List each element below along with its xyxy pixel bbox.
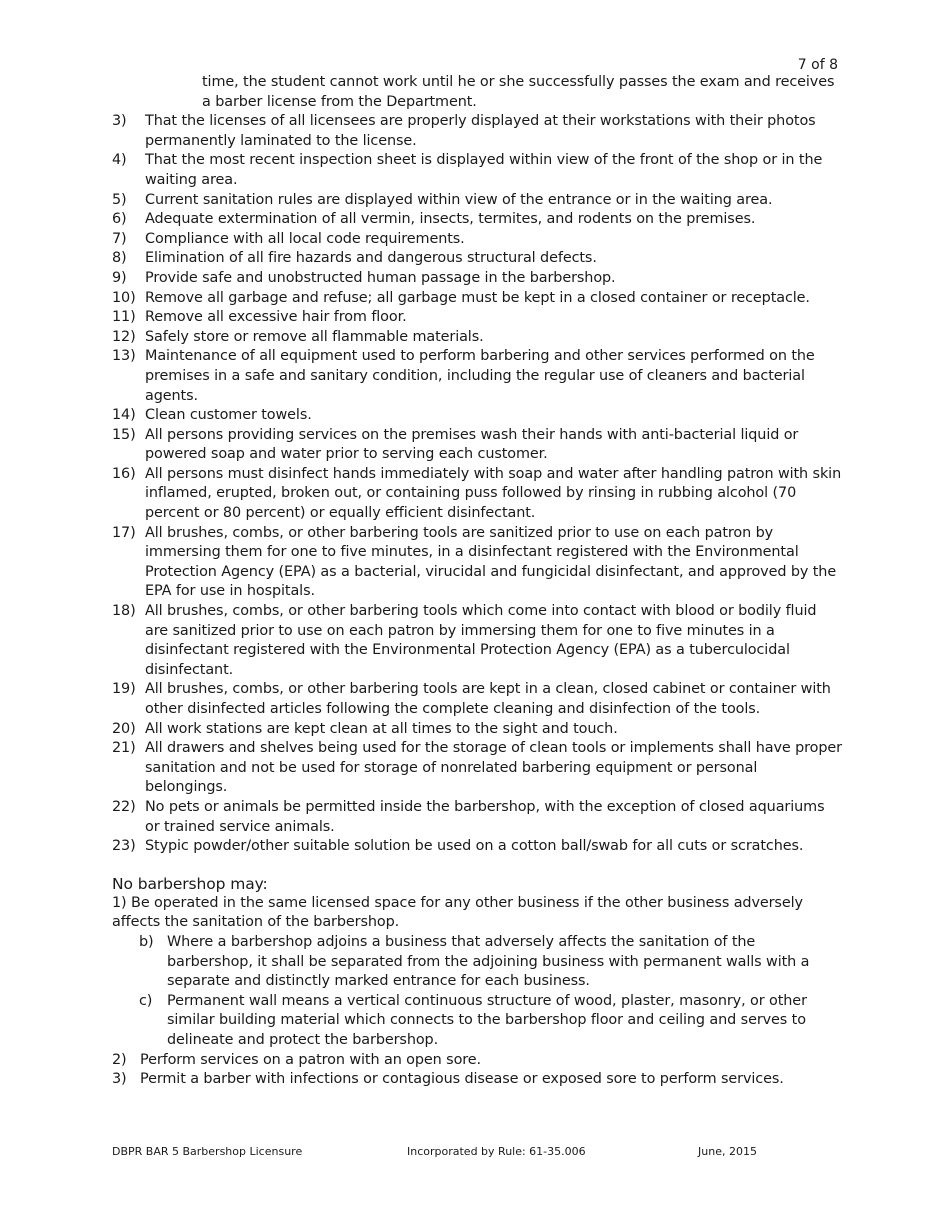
list-item — [112, 210, 842, 230]
list-item-text: Compliance with all local code requirements. — [145, 230, 465, 247]
list-item-number: 23) — [112, 838, 136, 855]
list-item — [112, 680, 842, 719]
list-item-text: Remove all excessive hair from floor. — [145, 309, 407, 326]
document-body — [112, 73, 842, 1090]
list-item — [112, 191, 842, 211]
list-item-number: 16) — [112, 465, 136, 482]
list-item-number: 22) — [112, 798, 136, 815]
list-item — [112, 406, 842, 426]
list-item — [112, 328, 842, 348]
list-item — [112, 739, 842, 798]
list-item — [112, 720, 842, 740]
list-item-number: 8) — [112, 250, 127, 267]
list-item-text: Current sanitation rules are displayed within view of the entrance or in the waiting area. — [145, 191, 773, 208]
list-item — [112, 426, 842, 465]
requirements-list — [112, 112, 842, 857]
list-item-number: 17) — [112, 524, 136, 541]
page-number: 7 of 8 — [797, 57, 838, 73]
prohibitions-heading: No barbershop may: — [112, 874, 268, 893]
list-item-number: 6) — [112, 211, 127, 228]
list-item — [112, 308, 842, 328]
footer-rule: Incorporated by Rule: 61-35.006 — [407, 1145, 586, 1158]
list-item-text: That the most recent inspection sheet is displayed within view of the front of the shop or in the waiting area. — [145, 152, 823, 188]
list-item — [112, 269, 842, 289]
list-item — [112, 249, 842, 269]
list-item-text: Safely store or remove all flammable materials. — [145, 328, 484, 345]
list-item-text: All brushes, combs, or other barbering tools which come into contact with blood or bodily fluid are sanitized prior to use on each patron by immersing them for one to five minutes in a disinfectant registered with the Environmental Protection Agency (EPA) as a tuberculocidal disinfectant. — [145, 603, 817, 678]
list-item-text: Permit a barber with infections or contagious disease or exposed sore to perform services. — [140, 1071, 784, 1088]
list-item-text: Elimination of all fire hazards and dangerous structural defects. — [145, 250, 597, 267]
list-item — [112, 602, 842, 680]
list-item-number: 15) — [112, 426, 136, 443]
prohibition-item-1: 1) Be operated in the same licensed space for any other business if the other business adversely affects the sanitation of the barbershop. — [112, 894, 803, 931]
list-item — [112, 230, 842, 250]
list-item-text: All persons providing services on the premises wash their hands with anti-bacterial liquid or powered soap and water prior to serving each customer. — [145, 426, 799, 463]
list-item-number: 20) — [112, 720, 136, 737]
list-item-text: All brushes, combs, or other barbering tools are sanitized prior to use on each patron by immersing them for one to five minutes, in a disinfectant registered with the Environmental Protection Agency (EPA) as a bacterial, virucidal and fungicidal disinfectant, and approved by the EPA for use in hospitals. — [145, 524, 837, 600]
list-item-number: 3) — [112, 113, 127, 130]
list-item-number: 10) — [112, 289, 136, 306]
list-item-text: No pets or animals be permitted inside the barbershop, with the exception of closed aquariums or trained service animals. — [145, 798, 825, 835]
list-item-text: Stypic powder/other suitable solution be used on a cotton ball/swab for all cuts or scratches. — [145, 838, 804, 855]
list-item-number: 4) — [112, 152, 127, 169]
list-item-number: 14) — [112, 407, 136, 424]
list-item — [112, 289, 842, 309]
continuation-text: time, the student cannot work until he or she successfully passes the exam and receives a barber license from the Department. — [202, 74, 835, 110]
sub-item-c — [112, 992, 842, 1051]
list-item-number: 7) — [112, 230, 127, 247]
list-item — [112, 524, 842, 602]
sub-item-text: Permanent wall means a vertical continuous structure of wood, plaster, masonry, or other similar building material which connects to the barbershop floor and ceiling and serves to delineate and protect the barbershop. — [167, 992, 807, 1048]
sub-item-number: c) — [139, 992, 153, 1009]
list-item-text: Perform services on a patron with an open sore. — [140, 1051, 482, 1068]
list-item-number: 21) — [112, 740, 136, 757]
prohibition-item-2 — [112, 1051, 842, 1071]
sub-item-b — [112, 933, 842, 992]
prohibition-item-3 — [112, 1070, 842, 1090]
list-item — [112, 837, 842, 857]
sub-item-number: b) — [139, 933, 154, 950]
list-item-text: That the licenses of all licensees are properly displayed at their workstations with their photos permanently laminated to the license. — [145, 113, 816, 149]
list-item-text: Provide safe and unobstructed human passage in the barbershop. — [145, 269, 616, 286]
list-item-text: Maintenance of all equipment used to perform barbering and other services performed on the premises in a safe and sanitary condition, including the regular use of cleaners and bacterial agents. — [145, 348, 815, 404]
list-item-text: All brushes, combs, or other barbering tools are kept in a clean, closed cabinet or container with other disinfected articles following the complete cleaning and disinfection of the tools. — [145, 681, 831, 717]
list-item-number: 13) — [112, 348, 136, 365]
list-item-number: 2) — [112, 1051, 127, 1068]
list-item-number: 12) — [112, 328, 136, 345]
list-item-text: All persons must disinfect hands immediately with soap and water after handling patron with skin inflamed, erupted, broken out, or containing puss followed by rinsing in rubbing alcohol (70 percent or 80 percent) or equally efficient disinfectant. — [145, 465, 842, 522]
list-item-text: Clean customer towels. — [145, 407, 312, 424]
list-item-number: 18) — [112, 603, 136, 620]
list-item-text: Adequate extermination of all vermin, insects, termites, and rodents on the premises. — [145, 211, 756, 228]
list-item-number: 3) — [112, 1071, 127, 1088]
list-item — [112, 465, 842, 524]
sub-item-text: Where a barbershop adjoins a business that adversely affects the sanitation of the barbershop, it shall be separated from the adjoining business with permanent walls with a separate and distinctly marked entrance for each business. — [167, 933, 810, 990]
list-item-text: All work stations are kept clean at all times to the sight and touch. — [145, 720, 618, 737]
footer-form: DBPR BAR 5 Barbershop Licensure — [112, 1145, 303, 1158]
list-item — [112, 112, 842, 151]
list-item — [112, 151, 842, 190]
list-item-number: 9) — [112, 269, 127, 286]
list-item-number: 19) — [112, 681, 136, 698]
list-item-number: 5) — [112, 191, 127, 208]
footer-date: June, 2015 — [698, 1145, 757, 1158]
list-item — [112, 798, 842, 837]
list-item-text: Remove all garbage and refuse; all garbage must be kept in a closed container or receptacle. — [145, 289, 810, 306]
list-item-text: All drawers and shelves being used for the storage of clean tools or implements shall have proper sanitation and not be used for storage of nonrelated barbering equipment or personal belongings. — [145, 740, 842, 796]
list-item-number: 11) — [112, 309, 136, 326]
list-item — [112, 347, 842, 406]
